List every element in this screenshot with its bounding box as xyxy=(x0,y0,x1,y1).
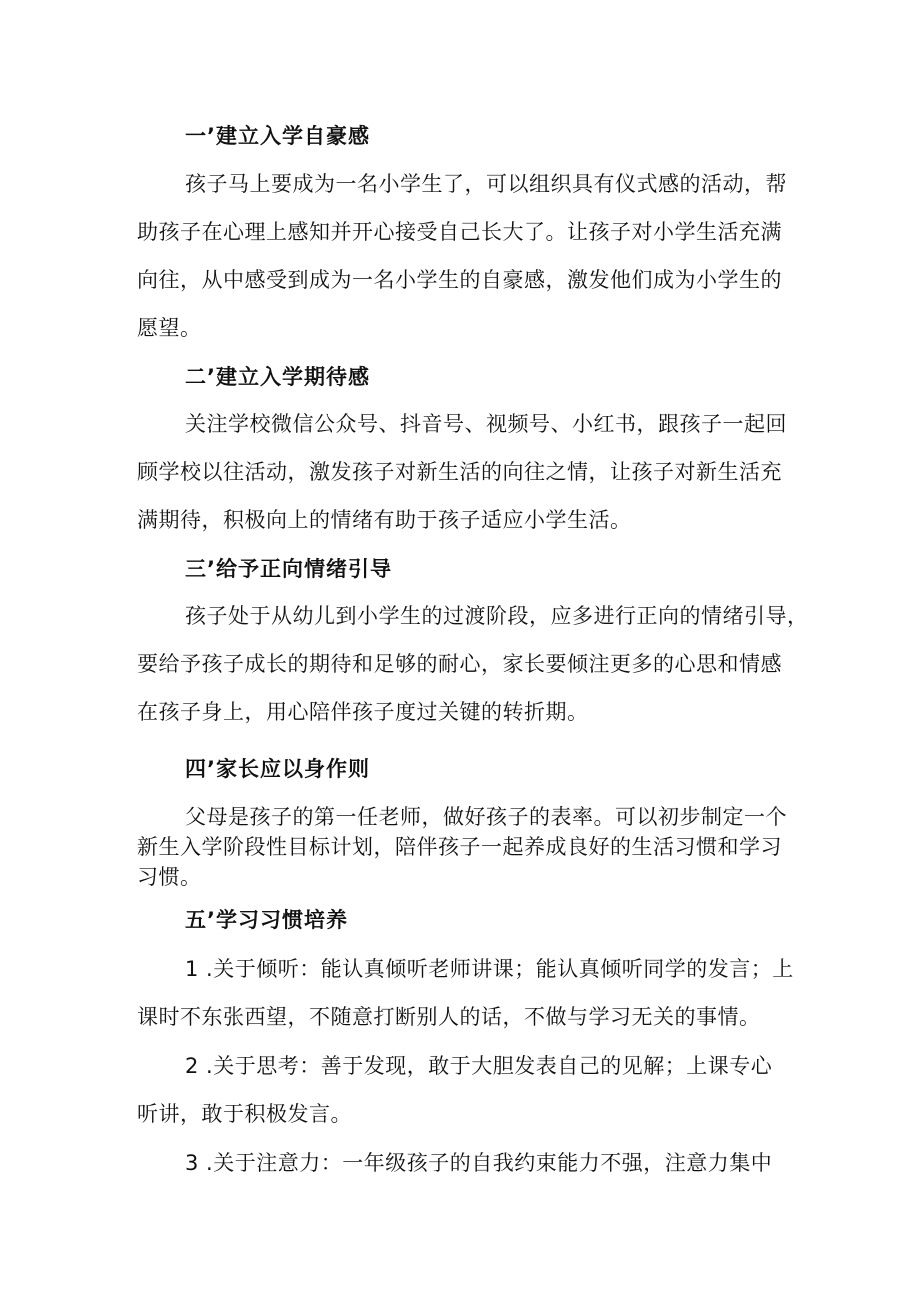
item-2-line-1: 2 .关于思考：善于发现，敢于大胆发表自己的见解；上课专心 xyxy=(185,1054,773,1078)
section-2-line-1: 关注学校微信公众号、抖音号、视频号、小红书，跟孩子一起回 xyxy=(185,412,787,436)
section-3-line-1: 孩子处于从幼儿到小学生的过渡阶段，应多进行正向的情绪引导， xyxy=(185,604,809,628)
section-1-line-3: 向往，从中感受到成为一名小学生的自豪感，激发他们成为小学生的 xyxy=(137,268,782,292)
section-1-line-4: 愿望。 xyxy=(137,316,202,340)
section-2-line-3: 满期待，积极向上的情绪有助于孩子适应小学生活。 xyxy=(137,508,632,532)
item-1-line-1: 1 .关于倾听：能认真倾听老师讲课；能认真倾听同学的发言；上 xyxy=(185,957,794,981)
item-2-line-2: 听讲，敢于积极发言。 xyxy=(137,1102,352,1126)
section-3-heading: 三’给予正向情绪引导 xyxy=(185,557,392,581)
item-1-line-2: 课时不东张西望，不随意打断别人的话，不做与学习无关的事情。 xyxy=(137,1005,761,1029)
section-4-line-1: 父母是孩子的第一任老师，做好孩子的表率。可以初步制定一个 xyxy=(185,805,787,829)
section-1-heading: 一’建立入学自豪感 xyxy=(185,124,370,148)
section-4-heading: 四’家长应以身作则 xyxy=(185,757,370,781)
section-4-line-3: 习惯。 xyxy=(137,865,202,889)
section-2-line-2: 顾学校以往活动，激发孩子对新生活的向往之情，让孩子对新生活充 xyxy=(137,460,782,484)
section-3-line-2: 要给予孩子成长的期待和足够的耐心，家长要倾注更多的心思和情感 xyxy=(137,652,782,676)
section-4-line-2: 新生入学阶段性目标计划，陪伴孩子一起养成良好的生活习惯和学习 xyxy=(137,835,782,859)
section-1-line-2: 助孩子在心理上感知并开心接受自己长大了。让孩子对小学生活充满 xyxy=(137,220,782,244)
item-3-line-1: 3 .关于注意力：一年级孩子的自我约束能力不强，注意力集中 xyxy=(185,1151,773,1175)
section-5-heading: 五’学习习惯培养 xyxy=(185,908,348,932)
section-3-line-3: 在孩子身上，用心陪伴孩子度过关键的转折期。 xyxy=(137,700,589,724)
section-2-heading: 二’建立入学期待感 xyxy=(185,365,370,389)
section-1-line-1: 孩子马上要成为一名小学生了，可以组织具有仪式感的活动，帮 xyxy=(185,172,787,196)
